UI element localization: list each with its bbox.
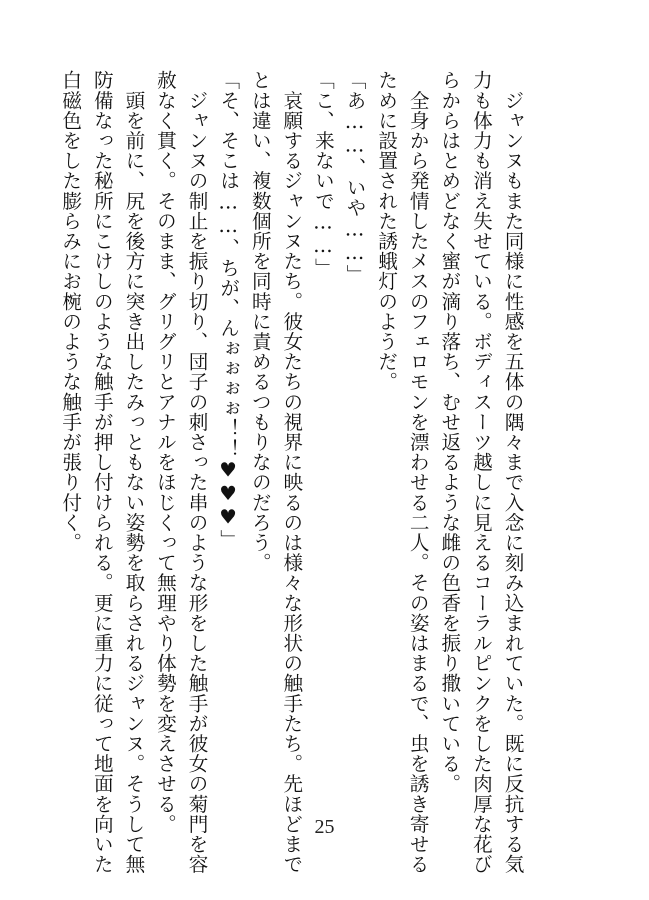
text-line: 全身から発情したメスのフェロモンを漂わせる二人。その姿はまるで、虫を誘き寄せる [406, 70, 430, 874]
text-line: 白磁色をした膨らみにお椀のような触手が張り付く。 [58, 70, 82, 553]
text-line: らからはとめどなく蜜が滴り落ち、むせ返るような雌の色香を振り撒いている。 [437, 70, 461, 794]
text-line: とは違い、複数個所を同時に責めるつもりなのだろう。 [248, 70, 272, 573]
text-line: 力も体力も消え失せている。ボディスーツ越しに見えるコーラルピンクをした肉厚な花び [469, 70, 493, 874]
text-line: 赦なく貫く。そのまま、グリグリとアナルをほじくって無理やり体勢を変えさせる。 [153, 70, 177, 834]
text-line: 「そ、そこは……、ちが、んぉぉぉぉ！！♥♥♥」 [216, 70, 240, 550]
text-line: 「あ……、いや……」 [343, 70, 367, 285]
text-line: ジャンヌの制止を振り切り、団子の刺さった串のような形をした触手が彼女の菊門を容 [185, 70, 209, 874]
text-line: 「こ、来ないで……」 [311, 70, 335, 278]
text-line: ジャンヌもまた同様に性感を五体の隅々まで入念に刻み込まれていた。既に反抗する気 [501, 70, 524, 874]
text-line: 哀願するジャンヌたち。彼女たちの視界に映るのは様々な形状の触手たち。先ほどまで [279, 70, 303, 874]
page-number: 25 [314, 816, 335, 838]
text-line: 防備なった秘所にこけしのような触手が押し付けられる。更に重力に従って地面を向いた [90, 70, 114, 874]
text-line: ために設置された誘蛾灯のようだ。 [374, 70, 398, 392]
text-line: 頭を前に、尻を後方に突き出したみっともない姿勢を取らされるジャンヌ。そうして無 [121, 70, 145, 874]
